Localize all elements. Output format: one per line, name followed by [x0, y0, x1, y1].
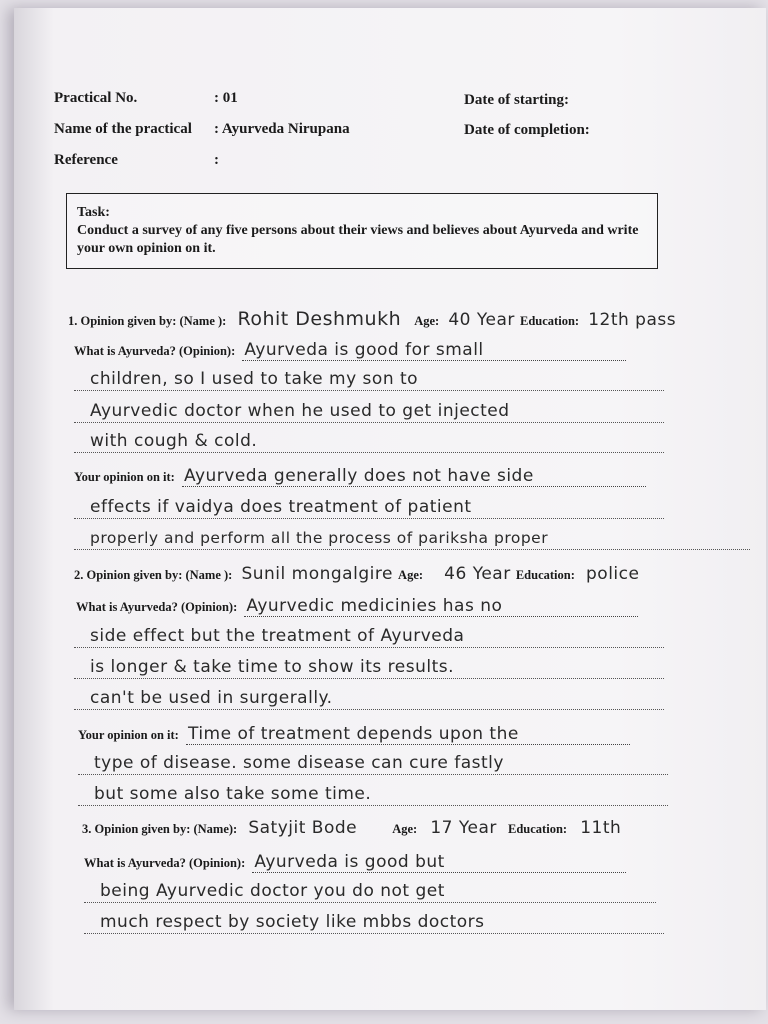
practical-name-value: : Ayurveda Nirupana [214, 121, 350, 137]
entry-1-what-line-2-row [74, 368, 664, 391]
practical-no-label: Practical No. [54, 90, 138, 106]
entry-1-your-line-2-row [74, 496, 664, 519]
entry-1-what-label: What is Ayurveda? (Opinion): [74, 344, 236, 358]
entry-3-what-line-1: Ayurveda is good but [252, 852, 626, 873]
entry-2-what-line-3: is longer & take time to show its results. [90, 657, 454, 677]
entry-3-what-line-3-row [84, 911, 664, 934]
entry-2-your-line-2: type of disease. some disease can cure fastly [94, 753, 504, 773]
entry-1-what-line-4: with cough & cold. [90, 431, 258, 451]
entry-1-name: Rohit Deshmukh [237, 308, 402, 330]
entry-1-your-row [74, 466, 646, 487]
entry-3-what-row [84, 852, 626, 873]
entry-2-header [74, 564, 639, 584]
entry-1-age-label: Age: [414, 314, 440, 328]
entry-2-what-line-3-row [74, 656, 664, 679]
entry-1-what-line-3-row [74, 400, 664, 423]
entry-2-education: police [586, 564, 640, 584]
entry-3-edu-label: Education: [508, 822, 568, 836]
entry-2-your-line-1: Time of treatment depends upon the [186, 724, 630, 745]
entry-2-what-line-4: can't be used in surgerally. [90, 688, 333, 708]
entry-2-what-line-4-row [74, 687, 664, 710]
entry-3-what-label: What is Ayurveda? (Opinion): [84, 856, 246, 870]
task-box [66, 193, 658, 269]
entry-1-what-line-3: Ayurvedic doctor when he used to get injected [90, 401, 510, 421]
entry-2-what-label: What is Ayurveda? (Opinion): [76, 600, 238, 614]
entry-2-name: Sunil mongalgire [241, 564, 393, 584]
date-complete-label: Date of completion: [464, 122, 590, 138]
entry-3-name-label: 3. Opinion given by: (Name): [82, 822, 238, 836]
entry-3-what-line-2: being Ayurvedic doctor you do not get [100, 881, 445, 901]
entry-2-edu-label: Education: [515, 568, 575, 582]
entry-3-name: Satyjit Bode [248, 818, 358, 838]
entry-2-age-label: Age: [398, 568, 424, 582]
entry-1-name-label: 1. Opinion given by: (Name ): [68, 314, 227, 328]
entry-2-your-label: Your opinion on it: [78, 728, 179, 742]
entry-1-education: 12th pass [588, 310, 677, 330]
entry-3-age-label: Age: [392, 822, 418, 836]
entry-2-your-line-3-row [78, 783, 668, 806]
task-heading: Task: [77, 205, 110, 220]
task-text: Conduct a survey of any five persons about their views and believes about Ayurveda and write your own opinion on it. [77, 223, 639, 256]
entry-1-your-label: Your opinion on it: [74, 470, 175, 484]
entry-1-your-line-1: Ayurveda generally does not have side [182, 466, 646, 487]
entry-1-edu-label: Education: [520, 314, 580, 328]
entry-3-what-line-2-row [84, 880, 656, 903]
entry-3-education: 11th [580, 818, 622, 838]
practical-name-label: Name of the practical [54, 121, 192, 137]
entry-1-what-line-1: Ayurveda is good for small [242, 340, 626, 361]
entry-2-what-line-1: Ayurvedic medicinies has no [244, 596, 638, 617]
entry-2-your-row [78, 724, 630, 745]
entry-3-header [82, 818, 621, 838]
entry-2-what-row [76, 596, 638, 617]
entry-2-your-line-3: but some also take some time. [94, 784, 372, 804]
date-start-label: Date of starting: [464, 92, 569, 108]
entry-2-what-line-2: side effect but the treatment of Ayurveda [90, 626, 465, 646]
practical-no-value: : 01 [214, 90, 238, 106]
entry-3-age: 17 Year [430, 818, 497, 838]
entry-2-age: 46 Year [444, 564, 511, 584]
entry-3-what-line-3: much respect by society like mbbs doctors [100, 912, 485, 932]
entry-1-what-row [74, 340, 626, 361]
entry-1-what-line-4-row [74, 430, 664, 453]
reference-value: : [214, 152, 219, 168]
entry-1-your-line-2: effects if vaidya does treatment of patient [90, 497, 472, 517]
entry-2-your-line-2-row [78, 752, 668, 775]
entry-1-your-line-3-row [74, 527, 750, 550]
entry-1-age: 40 Year [448, 310, 515, 330]
entry-2-name-label: 2. Opinion given by: (Name ): [74, 568, 233, 582]
entry-1-what-line-2: children, so I used to take my son to [90, 369, 419, 389]
entry-2-what-line-2-row [74, 625, 664, 648]
entry-1-header [68, 308, 676, 330]
entry-1-your-line-3: properly and perform all the process of pariksha proper [90, 529, 549, 547]
reference-label: Reference [54, 152, 118, 168]
